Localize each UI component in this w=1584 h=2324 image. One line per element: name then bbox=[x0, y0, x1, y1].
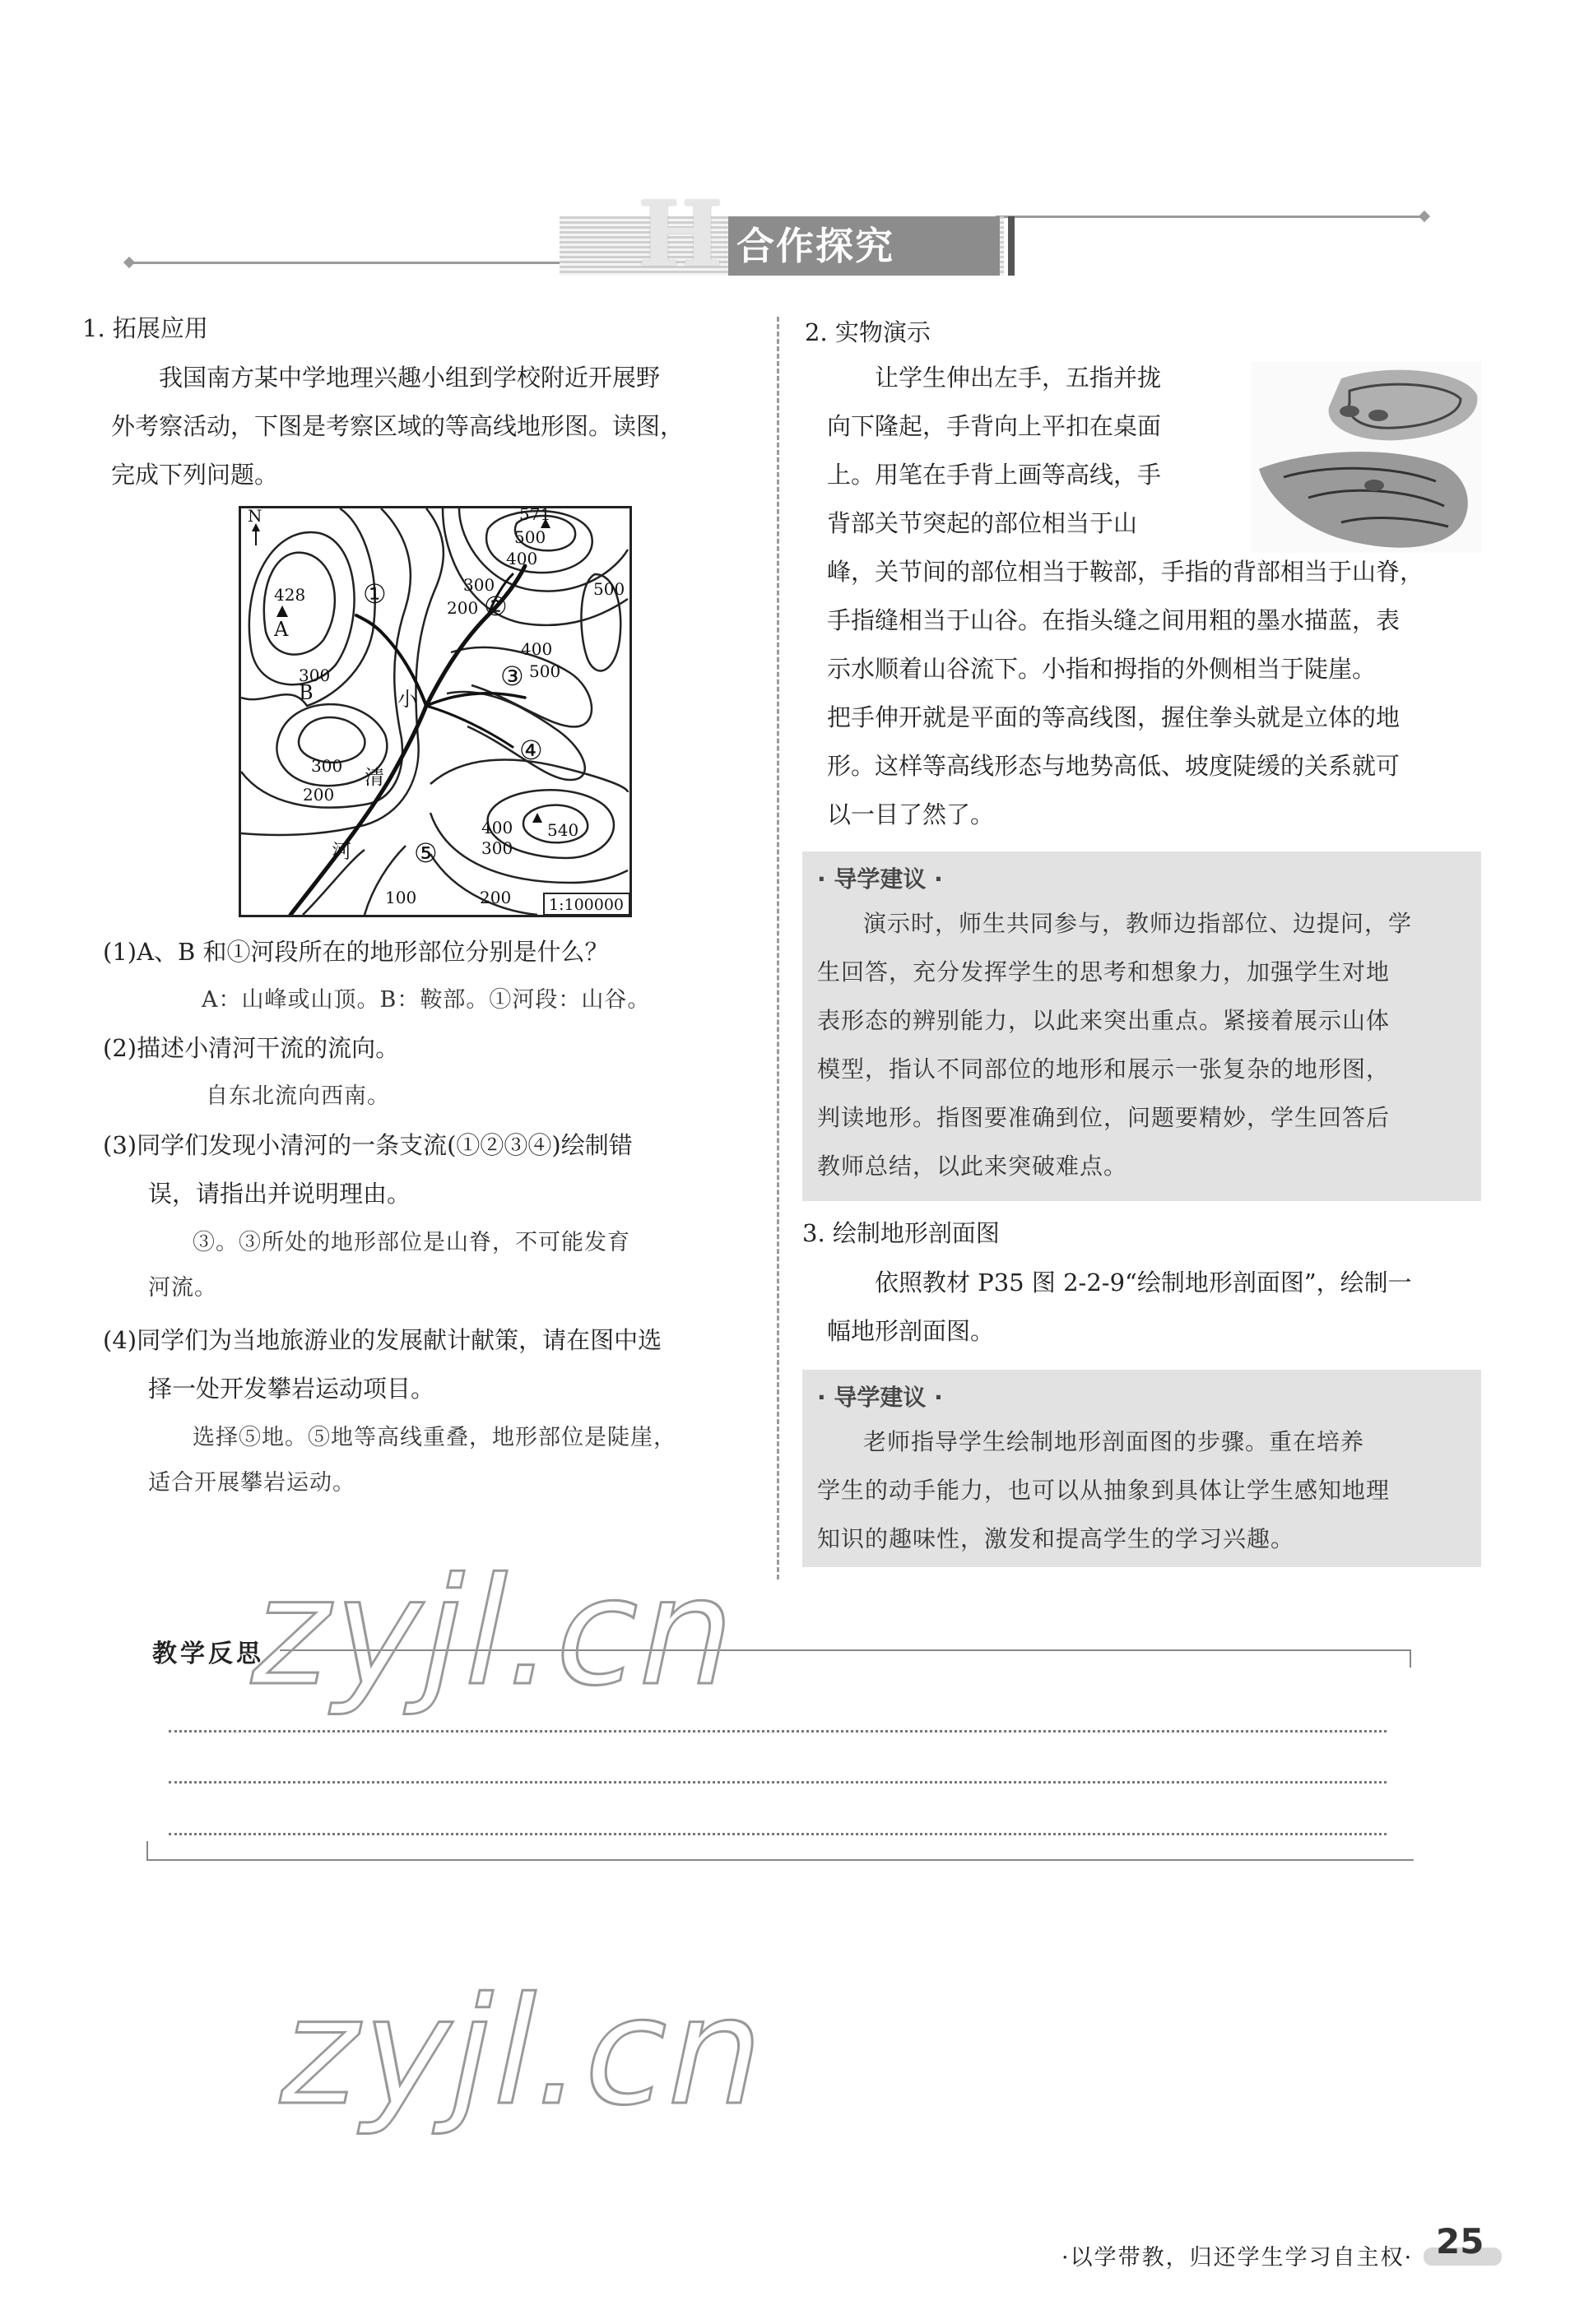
guide-1-line: 表形态的辨别能力，以此来突出重点。紧接着展示山体 bbox=[817, 1007, 1391, 1034]
marker-2: ② bbox=[484, 591, 508, 622]
header-diamond-left bbox=[123, 257, 135, 268]
reflection-label: 教学反思 bbox=[152, 1640, 264, 1668]
question-4 bbox=[103, 1316, 761, 1413]
s2-line: 以一目了然了。 bbox=[827, 800, 995, 828]
s1-intro bbox=[111, 354, 761, 499]
s2-line: 示水顺着山谷流下。小指和拇指的外侧相当于陡崖。 bbox=[827, 655, 1377, 683]
north-label: N bbox=[248, 508, 262, 526]
question-4-line: 择一处开发攀岩运动项目。 bbox=[148, 1375, 435, 1403]
guide-2-title: · 导学建议 · bbox=[817, 1384, 943, 1411]
header-rule-right bbox=[996, 216, 1424, 218]
s1-intro-line: 外考察活动，下图是考察区域的等高线地形图。读图， bbox=[111, 412, 685, 440]
label-400-right: 400 bbox=[521, 639, 553, 659]
reflection-line-1 bbox=[169, 1730, 1387, 1733]
answer-3 bbox=[148, 1220, 761, 1310]
column-divider bbox=[777, 317, 779, 1579]
reflection-left-tick bbox=[146, 1841, 148, 1859]
hand-contour-photo bbox=[1251, 362, 1481, 553]
label-500-top: 500 bbox=[514, 527, 546, 547]
question-4-line: (4)同学们为当地旅游业的发展献计献策，请在图中选 bbox=[103, 1326, 662, 1354]
label-400-top: 400 bbox=[506, 549, 538, 568]
s2-body-narrow bbox=[827, 354, 1243, 548]
label-200-left: 200 bbox=[303, 785, 335, 805]
reflection-right-tick bbox=[1410, 1649, 1411, 1668]
s3-heading: 3. 绘制地形剖面图 bbox=[802, 1219, 1000, 1247]
s3-line: 依照教材 P35 图 2-2-9“绘制地形剖面图”，绘制一 bbox=[875, 1269, 1412, 1297]
s2-line: 让学生伸出左手，五指并拢 bbox=[875, 364, 1162, 392]
question-2: (2)描述小清河干流的流向。 bbox=[103, 1034, 400, 1062]
page-number: 25 bbox=[1436, 2221, 1484, 2261]
marker-3: ③ bbox=[500, 661, 524, 692]
answer-4-line: 选择⑤地。⑤地等高线重叠，地形部位是陡崖， bbox=[193, 1425, 676, 1450]
s2-line: 把手伸开就是平面的等高线图，握住拳头就是立体的地 bbox=[827, 703, 1401, 731]
north-arrow-icon bbox=[252, 523, 260, 545]
guide-1-body bbox=[817, 899, 1475, 1190]
guide-1-line: 教师总结，以此来突破难点。 bbox=[817, 1153, 1128, 1180]
answer-1: A：山峰或山顶。B：鞍部。①河段：山谷。 bbox=[202, 987, 651, 1013]
s2-line: 手指缝相当于山谷。在指头缝之间用粗的墨水描蓝，表 bbox=[827, 606, 1401, 634]
label-100: 100 bbox=[385, 888, 417, 907]
marker-1: ① bbox=[363, 578, 387, 610]
label-500-right: 500 bbox=[593, 579, 625, 599]
peak-540-marker bbox=[532, 813, 542, 823]
answer-4 bbox=[148, 1415, 761, 1505]
contour-map-svg bbox=[241, 508, 629, 915]
map-scale: 1:100000 bbox=[549, 896, 625, 914]
label-400-low: 400 bbox=[481, 818, 513, 837]
header-diamond-right bbox=[1419, 211, 1430, 222]
answer-2: 自东北流向西南。 bbox=[206, 1083, 390, 1109]
guide-box-2 bbox=[802, 1370, 1481, 1567]
guide-2-line: 老师指导学生绘制地形剖面图的步骤。重在培养 bbox=[863, 1428, 1365, 1455]
s2-line: 向下隆起，手背向上平扣在桌面 bbox=[827, 412, 1162, 440]
guide-2-line: 学生的动手能力，也可以从抽象到具体让学生感知地理 bbox=[817, 1477, 1391, 1504]
s3-line: 幅地形剖面图。 bbox=[827, 1317, 995, 1345]
contour-map bbox=[239, 506, 632, 917]
question-3 bbox=[103, 1121, 761, 1218]
footer-motto: ·以学带教，归还学生学习自主权· bbox=[1061, 2245, 1414, 2271]
s2-heading: 2. 实物演示 bbox=[805, 318, 931, 346]
label-b: B bbox=[299, 681, 314, 704]
section-banner bbox=[560, 181, 1004, 287]
guide-2-line: 知识的趣味性，激发和提高学生的学习兴趣。 bbox=[817, 1525, 1295, 1552]
label-540: 540 bbox=[547, 820, 579, 840]
answer-3-line: 河流。 bbox=[148, 1275, 217, 1301]
answer-4-line: 适合开展攀岩运动。 bbox=[148, 1470, 355, 1496]
peak-a-marker bbox=[276, 605, 288, 617]
guide-2-body bbox=[817, 1417, 1475, 1563]
reflection-line-2 bbox=[169, 1781, 1387, 1784]
river-char-1: 小 bbox=[397, 688, 417, 711]
guide-1-line: 模型，指认不同部位的地形和展示一张复杂的地形图， bbox=[817, 1055, 1391, 1083]
s1-heading: 1. 拓展应用 bbox=[82, 314, 208, 342]
s1-intro-line: 完成下列问题。 bbox=[111, 461, 279, 489]
guide-1-line: 判读地形。指图要准确到位，问题要精妙，学生回答后 bbox=[817, 1104, 1391, 1131]
marker-5: ⑤ bbox=[414, 837, 438, 869]
label-300-low2: 300 bbox=[481, 838, 513, 858]
watermark-2: zyjl.cn bbox=[265, 1966, 784, 2138]
label-300-mid: 300 bbox=[463, 575, 495, 595]
guide-1-title: · 导学建议 · bbox=[817, 865, 943, 893]
label-571: 571 bbox=[519, 508, 551, 524]
banner-bar bbox=[1008, 216, 1015, 276]
reflection-line-3 bbox=[169, 1833, 1387, 1835]
river-char-3: 河 bbox=[332, 840, 351, 863]
guide-1-line: 生回答，充分发挥学生的思考和想象力，加强学生对地 bbox=[817, 958, 1391, 986]
label-a: A bbox=[274, 618, 289, 641]
s1-intro-line: 我国南方某中学地理兴趣小组到学校附近开展野 bbox=[159, 364, 661, 392]
river-char-2: 清 bbox=[365, 766, 384, 789]
label-300-low: 300 bbox=[311, 756, 343, 776]
question-1: (1)A、B 和①河段所在的地形部位分别是什么？ bbox=[103, 938, 609, 966]
reflection-bottom-rule bbox=[146, 1859, 1414, 1861]
s2-line: 形。这样等高线形态与地势高低、坡度陡缓的关系就可 bbox=[827, 752, 1401, 780]
label-200-mid: 200 bbox=[447, 598, 479, 618]
s2-body-wide bbox=[827, 548, 1485, 839]
question-3-line: 误，请指出并说明理由。 bbox=[148, 1180, 411, 1208]
marker-4: ④ bbox=[519, 735, 543, 766]
label-428: 428 bbox=[274, 585, 306, 605]
s2-line: 背部关节突起的部位相当于山 bbox=[827, 509, 1138, 537]
section-title: 合作探究 bbox=[736, 224, 894, 268]
label-200-bot: 200 bbox=[480, 888, 512, 907]
s2-line: 上。用笔在手背上画等高线，手 bbox=[827, 461, 1162, 489]
guide-box-1 bbox=[802, 851, 1481, 1201]
s2-line: 峰，关节间的部位相当于鞍部，手指的背部相当于山脊， bbox=[827, 558, 1424, 586]
guide-1-line: 演示时，师生共同参与，教师边指部位、边提问，学 bbox=[863, 910, 1413, 937]
hand-photo-svg bbox=[1251, 362, 1481, 553]
question-3-line: (3)同学们发现小清河的一条支流(①②③④)绘制错 bbox=[103, 1131, 633, 1159]
label-300-left: 300 bbox=[299, 666, 331, 685]
banner-letter: H bbox=[638, 181, 723, 287]
answer-3-line: ③。③所处的地形部位是山脊，不可能发育 bbox=[193, 1230, 630, 1255]
s3-body bbox=[827, 1259, 1485, 1356]
watermark-1: zyjl.cn bbox=[236, 1547, 755, 1719]
label-500-r2: 500 bbox=[529, 661, 561, 681]
